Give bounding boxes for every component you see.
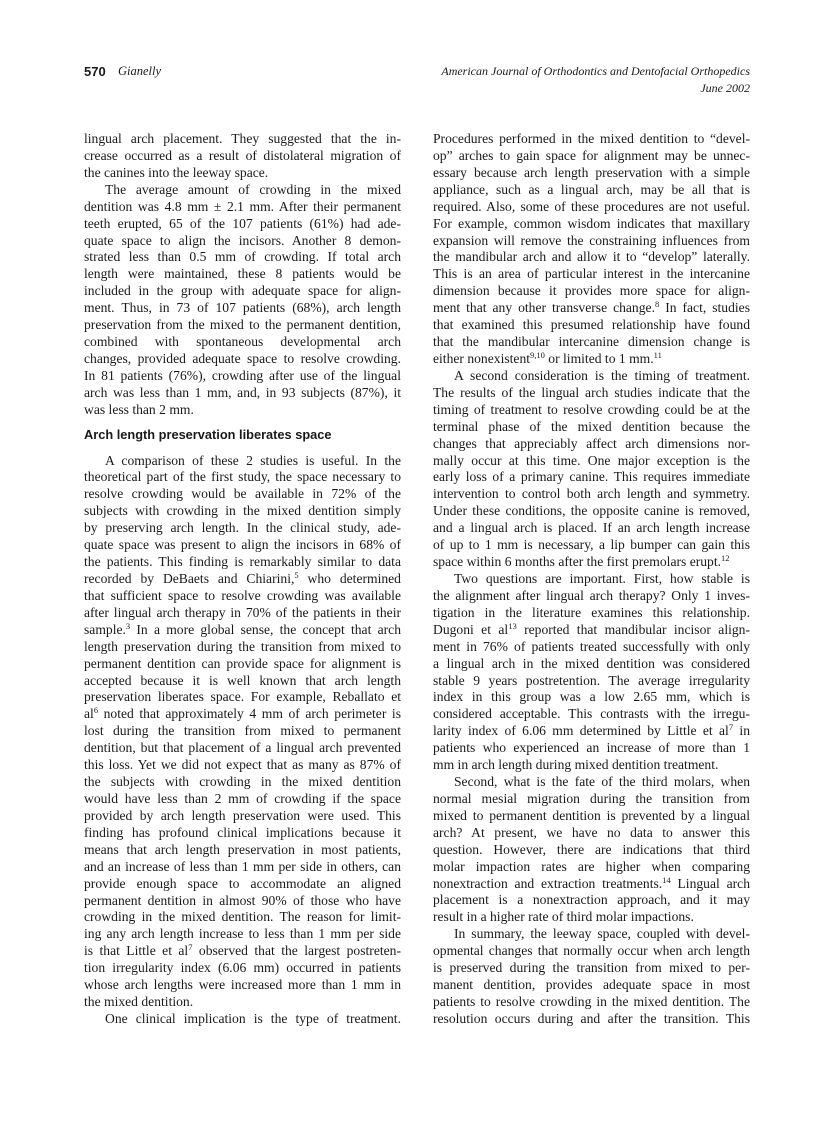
text-segment: opmental changes that normally occur when arch length bbox=[433, 943, 750, 959]
left-text-column bbox=[84, 131, 401, 1028]
text-segment: molar impaction rates are higher when comparing bbox=[433, 858, 750, 874]
citation-superscript: 7 bbox=[728, 722, 734, 733]
text-segment: sample. bbox=[84, 621, 126, 637]
text-segment: the mandibular arch and allow it to “develop” laterally. bbox=[433, 249, 750, 265]
text-line bbox=[84, 622, 401, 639]
text-line bbox=[433, 656, 750, 673]
text-segment: larity index of 6.06 mm determined by Little et al bbox=[433, 723, 729, 739]
text-segment: op” arches to gain space for alignment may be unnec- bbox=[433, 147, 750, 163]
text-segment: Under these conditions, the opposite canine is removed, bbox=[433, 503, 750, 519]
text-segment: either nonexistent bbox=[433, 350, 531, 366]
text-segment: whose arch lengths were increased more than 1 mm in bbox=[84, 977, 401, 993]
text-segment: result in a higher rate of third molar impactions. bbox=[433, 909, 694, 925]
text-segment: that sufficient space to resolve crowding was available bbox=[84, 587, 401, 603]
text-segment: would have less than 2 mm of crowding if the space bbox=[84, 790, 401, 806]
text-segment: dentition, but that placement of a lingual arch prevented bbox=[84, 740, 401, 756]
text-line bbox=[433, 571, 750, 588]
text-line bbox=[433, 977, 750, 994]
text-segment: intervention to control both arch length and symmetry. bbox=[433, 486, 750, 502]
text-segment: Second, what is the fate of the third molars, when bbox=[454, 774, 750, 790]
text-segment: question. However, there are indications that third bbox=[433, 841, 750, 857]
text-line bbox=[84, 249, 401, 266]
text-segment: mm in arch length during mixed dentition treatment. bbox=[433, 757, 719, 773]
text-line bbox=[84, 402, 401, 419]
text-segment: preservation liberates space. For example, Reballato et bbox=[84, 689, 401, 705]
text-line bbox=[84, 639, 401, 656]
text-line bbox=[84, 909, 401, 926]
text-segment: who determined bbox=[298, 570, 401, 586]
text-segment: accepted because it is well known that arch length bbox=[84, 672, 401, 688]
text-segment: of up to 1 mm is necessary, a lip bumper can gain this bbox=[433, 537, 750, 553]
text-line bbox=[84, 943, 401, 960]
text-line bbox=[84, 216, 401, 233]
text-line bbox=[433, 419, 750, 436]
text-segment: changes, provided adequate space to resolve crowding. bbox=[84, 350, 401, 366]
text-segment: that examined this presumed relationship have found bbox=[433, 317, 750, 333]
text-line bbox=[433, 706, 750, 723]
text-segment: tion irregularity index (6.06 mm) occurred in patients bbox=[84, 960, 401, 976]
text-line bbox=[84, 182, 401, 199]
text-line bbox=[84, 1011, 401, 1028]
text-line bbox=[84, 893, 401, 910]
text-segment: strated less than 0.5 mm of crowding. If total arch bbox=[84, 249, 401, 265]
text-line bbox=[84, 926, 401, 943]
text-line bbox=[433, 1011, 750, 1028]
text-line bbox=[433, 453, 750, 470]
text-segment: lost during the transition from mixed to permanent bbox=[84, 723, 401, 739]
text-line bbox=[84, 960, 401, 977]
text-line bbox=[433, 740, 750, 757]
text-segment: A second consideration is the timing of treatment. bbox=[454, 367, 750, 383]
text-line bbox=[84, 520, 401, 537]
text-line bbox=[84, 673, 401, 690]
text-line bbox=[84, 876, 401, 893]
text-segment: reported that mandibular incisor align- bbox=[516, 621, 751, 637]
text-line bbox=[433, 791, 750, 808]
text-line bbox=[433, 368, 750, 385]
text-segment: appliance, such as a lingual arch, may be all that is bbox=[433, 181, 750, 197]
text-segment: or limited to 1 mm. bbox=[544, 350, 654, 366]
text-line bbox=[433, 723, 750, 740]
text-segment: subjects with crowding in the mixed dentition simply bbox=[84, 503, 401, 519]
text-line bbox=[84, 842, 401, 859]
citation-superscript: 7 bbox=[188, 942, 193, 953]
text-segment: dimension because it provides more space for align- bbox=[433, 283, 750, 299]
citation-superscript: 13 bbox=[508, 620, 517, 631]
text-segment: space within 6 months after the first premolars erupt. bbox=[433, 554, 722, 570]
text-segment: arch? At present, we have no data to answer this bbox=[433, 824, 750, 840]
text-segment: ment. Thus, in 73 of 107 patients (68%), arch length bbox=[84, 300, 401, 316]
text-segment: preservation from the mixed to the permanent dentition, bbox=[84, 317, 401, 333]
text-segment: al bbox=[84, 706, 94, 722]
text-line bbox=[84, 148, 401, 165]
text-line bbox=[433, 892, 750, 909]
text-line bbox=[84, 351, 401, 368]
text-line bbox=[433, 673, 750, 690]
text-segment: that the mandibular intercanine dimension change is bbox=[433, 334, 750, 350]
text-line bbox=[433, 842, 750, 859]
text-line bbox=[433, 554, 750, 571]
text-line bbox=[84, 486, 401, 503]
text-line bbox=[433, 808, 750, 825]
text-segment: this loss. Yet we did not expect that as many as 87% of bbox=[84, 757, 401, 773]
text-line bbox=[84, 825, 401, 842]
text-segment: changes that appreciably affect arch dimensions nor- bbox=[433, 435, 750, 451]
journal-title: American Journal of Orthodontics and Dentofacial Orthopedics bbox=[441, 64, 750, 78]
text-line bbox=[84, 808, 401, 825]
text-line bbox=[433, 351, 750, 368]
text-segment: normal mesial migration during the transition from bbox=[433, 790, 750, 806]
text-segment: mixed to permanent dentition is prevented by a lingual bbox=[433, 807, 750, 823]
citation-superscript: 12 bbox=[721, 553, 730, 564]
text-line bbox=[433, 148, 750, 165]
text-segment: theoretical part of the first study, the space necessary to bbox=[84, 469, 401, 485]
text-line bbox=[433, 825, 750, 842]
text-segment: index in this group was a low 2.65 mm, which is bbox=[433, 689, 750, 705]
text-segment: tigation in the literature examines this relationship. bbox=[433, 604, 750, 620]
text-line bbox=[433, 537, 750, 554]
text-segment: nonextraction and extraction treatments. bbox=[433, 875, 663, 891]
text-segment: quate space was present to align the incisors in 68% of bbox=[84, 537, 401, 553]
text-line bbox=[433, 757, 750, 774]
text-line bbox=[433, 233, 750, 250]
text-line bbox=[84, 757, 401, 774]
text-segment: is that Little et al bbox=[84, 943, 189, 959]
text-line bbox=[433, 909, 750, 926]
text-segment: In a more global sense, the concept that arch bbox=[130, 621, 401, 637]
text-segment: observed that the largest postreten- bbox=[192, 943, 401, 959]
text-segment: crowding in the mixed dentition. The reason for limit- bbox=[84, 909, 401, 925]
citation-superscript: 8 bbox=[654, 299, 660, 310]
text-segment: patients to resolve crowding in the mixed dentition. The bbox=[433, 994, 750, 1010]
text-segment: by preserving arch length. In the clinical study, ade- bbox=[84, 520, 401, 536]
text-line bbox=[433, 131, 750, 148]
text-line bbox=[433, 182, 750, 199]
text-line bbox=[433, 165, 750, 182]
text-line bbox=[433, 283, 750, 300]
text-line bbox=[84, 994, 401, 1011]
text-line bbox=[84, 774, 401, 791]
text-line bbox=[433, 689, 750, 706]
text-line bbox=[84, 368, 401, 385]
text-segment: the mixed dentition. bbox=[84, 994, 194, 1010]
text-segment: ment in 76% of patients treated successfully with only bbox=[433, 638, 750, 654]
text-segment: In fact, studies bbox=[659, 300, 750, 316]
text-segment: quate space to align the incisors. Another 8 demon- bbox=[84, 232, 401, 248]
text-segment: Lingual arch bbox=[670, 875, 750, 891]
text-line bbox=[433, 249, 750, 266]
text-segment: combined with spontaneous developmental arch bbox=[84, 334, 401, 350]
text-line bbox=[84, 859, 401, 876]
text-line bbox=[433, 300, 750, 317]
text-segment: The results of the lingual arch studies indicate that the bbox=[433, 384, 750, 400]
text-line bbox=[433, 588, 750, 605]
text-line bbox=[433, 436, 750, 453]
text-line bbox=[84, 706, 401, 723]
text-line bbox=[84, 469, 401, 486]
section-heading-text: Arch length preservation liberates space bbox=[84, 427, 332, 443]
running-header bbox=[84, 64, 750, 100]
text-line bbox=[84, 503, 401, 520]
text-line bbox=[84, 588, 401, 605]
text-line bbox=[84, 656, 401, 673]
text-line bbox=[433, 385, 750, 402]
text-line bbox=[433, 622, 750, 639]
text-segment: permanent dentition in almost 90% of those who have bbox=[84, 892, 401, 908]
text-segment: ing any arch length increase to less than 1 mm per side bbox=[84, 926, 401, 942]
citation-superscript: 6 bbox=[93, 705, 99, 716]
text-segment: length preservation during the transition from mixed to bbox=[84, 638, 401, 654]
text-line bbox=[84, 571, 401, 588]
text-segment: lingual arch placement. They suggested that the in- bbox=[84, 131, 401, 146]
text-line bbox=[433, 469, 750, 486]
text-segment: stable 9 years postretention. The average irregularity bbox=[433, 672, 750, 688]
citation-superscript: 14 bbox=[662, 874, 671, 885]
text-segment: resolve crowding would be available in 72% of the bbox=[84, 486, 401, 502]
text-segment: essary because arch length preservation with a simple bbox=[433, 164, 750, 180]
text-line bbox=[84, 605, 401, 622]
page-number: 570 bbox=[84, 64, 106, 79]
text-line bbox=[433, 639, 750, 656]
text-segment: a lingual arch in the mixed dentition was considered bbox=[433, 655, 750, 671]
text-segment: In summary, the leeway space, coupled with devel- bbox=[454, 926, 750, 942]
text-segment: In 81 patients (76%), crowding after use of the lingual bbox=[84, 367, 401, 383]
text-line bbox=[84, 537, 401, 554]
text-segment: This is an area of particular interest in the intercanine bbox=[433, 266, 750, 282]
text-line bbox=[84, 554, 401, 571]
text-line bbox=[84, 317, 401, 334]
text-segment: included in the group with adequate space for align- bbox=[84, 283, 401, 299]
text-segment: means that arch length preservation in most patients, bbox=[84, 841, 401, 857]
text-line bbox=[84, 740, 401, 757]
text-segment: permanent dentition can provide space for alignment is bbox=[84, 655, 401, 671]
text-segment: patients who experienced an increase of more than 1 bbox=[433, 740, 750, 756]
text-segment: length were maintained, these 8 patients would be bbox=[84, 266, 401, 282]
text-line bbox=[84, 723, 401, 740]
citation-superscript: 9,10 bbox=[530, 349, 545, 360]
text-line bbox=[433, 926, 750, 943]
text-segment: The average amount of crowding in the mixed bbox=[105, 181, 401, 197]
text-line bbox=[84, 453, 401, 470]
text-segment: manent dentition, provides adequate space in most bbox=[433, 977, 750, 993]
citation-superscript: 3 bbox=[125, 620, 131, 631]
text-line bbox=[84, 334, 401, 351]
text-segment: the subjects with crowding in the mixed dentition bbox=[84, 774, 401, 790]
journal-issue-date: June 2002 bbox=[700, 81, 750, 95]
text-line bbox=[84, 266, 401, 283]
citation-superscript: 5 bbox=[294, 569, 299, 580]
text-line bbox=[433, 199, 750, 216]
text-segment: resolution occurs during and after the transition. This bbox=[433, 1010, 750, 1026]
text-line bbox=[84, 165, 401, 182]
text-segment: Procedures performed in the mixed dentition to “devel- bbox=[433, 131, 750, 146]
text-segment: A comparison of these 2 studies is useful. In the bbox=[105, 452, 401, 468]
text-segment: Two questions are important. First, how stable is bbox=[454, 570, 750, 586]
text-segment: finding has profound clinical implications because it bbox=[84, 824, 401, 840]
text-segment: the alignment after lingual arch therapy? Only 1 inves- bbox=[433, 587, 750, 603]
text-segment: provided by arch length preservation were used. This bbox=[84, 807, 401, 823]
text-segment: noted that approximately 4 mm of arch perimeter is bbox=[98, 706, 401, 722]
text-line bbox=[433, 943, 750, 960]
text-segment: early loss of a primary canine. This requires immediate bbox=[433, 469, 750, 485]
text-segment: crease occurred as a result of distolateral migration of bbox=[84, 147, 401, 163]
text-segment: after lingual arch therapy in 70% of the patients in their bbox=[84, 604, 401, 620]
text-line bbox=[433, 994, 750, 1011]
text-line bbox=[84, 199, 401, 216]
text-line bbox=[433, 859, 750, 876]
text-segment: For example, common wisdom indicates that maxillary bbox=[433, 215, 750, 231]
text-segment: recorded by DeBaets and Chiarini, bbox=[84, 570, 295, 586]
text-line bbox=[84, 791, 401, 808]
text-segment: timing of treatment to resolve crowding could be at the bbox=[433, 401, 750, 417]
text-segment: terminal phase of the mixed dentition because the bbox=[433, 418, 750, 434]
text-line bbox=[433, 774, 750, 791]
text-line bbox=[84, 300, 401, 317]
text-line bbox=[433, 266, 750, 283]
text-line bbox=[84, 131, 401, 148]
text-line bbox=[84, 283, 401, 300]
text-segment: Dugoni et al bbox=[433, 621, 509, 637]
text-line bbox=[84, 689, 401, 706]
text-line bbox=[433, 503, 750, 520]
running-author: Gianelly bbox=[118, 64, 162, 78]
section-heading bbox=[84, 419, 401, 453]
text-segment: required. Also, some of these procedures are not useful. bbox=[433, 198, 750, 214]
text-line bbox=[433, 402, 750, 419]
text-line bbox=[433, 317, 750, 334]
text-segment: and an increase of less than 1 mm per side in others, can bbox=[84, 858, 401, 874]
text-line bbox=[84, 385, 401, 402]
text-line bbox=[433, 605, 750, 622]
text-segment: is preserved during the transition from mixed to per- bbox=[433, 960, 750, 976]
text-segment: considered acceptable. This contrasts with the irregu- bbox=[433, 706, 750, 722]
text-segment: teeth erupted, 65 of the 107 patients (61%) had ade- bbox=[84, 215, 401, 231]
text-segment: One clinical implication is the type of treatment. bbox=[105, 1010, 401, 1026]
text-line bbox=[433, 334, 750, 351]
text-segment: was less than 2 mm. bbox=[84, 401, 194, 417]
text-line bbox=[433, 876, 750, 893]
text-segment: mally occur at this time. One major exception is the bbox=[433, 452, 750, 468]
text-segment: expansion will remove the constraining influences from bbox=[433, 232, 750, 248]
citation-superscript: 11 bbox=[653, 349, 662, 360]
text-line bbox=[433, 520, 750, 537]
text-segment: the canines into the leeway space. bbox=[84, 164, 269, 180]
text-segment: and a lingual arch is placed. If an arch length increase bbox=[433, 520, 750, 536]
text-segment: placement is a nonextraction approach, and it may bbox=[433, 892, 750, 908]
text-segment: provide enough space to accommodate an aligned bbox=[84, 875, 401, 891]
text-segment: in bbox=[733, 723, 750, 739]
text-line bbox=[84, 233, 401, 250]
text-line bbox=[433, 486, 750, 503]
text-segment: arch was less than 1 mm, and, in 93 subjects (87%), it bbox=[84, 384, 401, 400]
text-segment: dentition was 4.8 mm ± 2.1 mm. After their permanent bbox=[84, 198, 401, 214]
right-text-column bbox=[433, 131, 750, 1028]
text-segment: ment that any other transverse change. bbox=[433, 300, 655, 316]
text-line bbox=[84, 977, 401, 994]
text-line bbox=[433, 216, 750, 233]
text-segment: the patients. This finding is remarkably similar to data bbox=[84, 554, 401, 570]
text-line bbox=[433, 960, 750, 977]
